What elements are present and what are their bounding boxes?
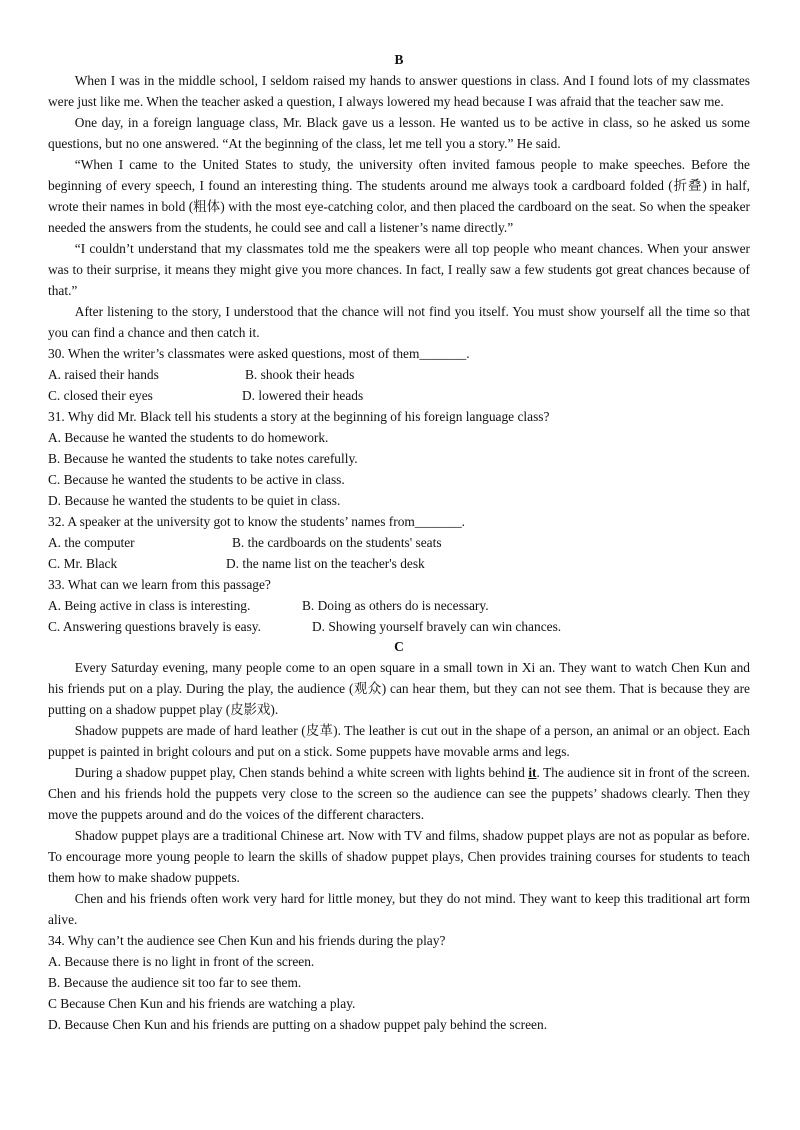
section-c-paragraph-2: Shadow puppets are made of hard leather (皮革). The leather is cut out in the shape of a person, an animal or an object. Each puppet is painted in bright colours and put on a stick. Some puppets have movable arms and legs. xyxy=(48,723,750,759)
section-c-paragraph-5: Chen and his friends often work very hard for little money, but they do not mind. They want to keep this traditional art form alive. xyxy=(48,891,750,927)
question-33-stem: 33. What can we learn from this passage? xyxy=(48,577,271,592)
question-33-options-row-1 xyxy=(48,595,750,616)
question-32-stem: 32. A speaker at the university got to know the students’ names from_______. xyxy=(48,514,466,529)
question-32-options-row-1 xyxy=(48,532,750,553)
question-34-stem: 34. Why can’t the audience see Chen Kun and his friends during the play? xyxy=(48,933,446,948)
section-c-paragraph-3-end: . The audience sit in front of the screen. Chen and his friends hold the puppets very close to the screen so the audience can see the puppets’ shadows clearly. Then they move the puppets around and do the voices of the different characters. xyxy=(48,765,750,822)
section-c-paragraph-4: Shadow puppet plays are a traditional Chinese art. Now with TV and films, shadow puppet plays are not as popular as before. To encourage more young people to learn the skills of shadow puppet plays, Chen provides training courses for students to teach them how to make shadow puppets. xyxy=(48,828,750,885)
question-33 xyxy=(48,574,750,637)
question-33-option-d: D. Showing yourself bravely can win chances. xyxy=(312,619,562,634)
section-b-paragraph-3: “When I came to the United States to study, the university often invited famous people to make speeches. Before the beginning of every speech, I found an interesting thing. The students around me always took a cardboard folded (折叠) in half, wrote their names in bold (粗体) with the most eye-catching color, and then placed the cardboard on the seat. So when the speaker needed the answers from the students, he could see and call a listener’s name directly.” xyxy=(48,157,750,235)
section-c-paragraph-1: Every Saturday evening, many people come to an open square in a small town in Xi an. They want to watch Chen Kun and his friends put on a play. During the play, the audience (观众) can hear them, but they can not see them. That is because they are putting on a shadow puppet play (皮影戏). xyxy=(48,660,750,717)
section-c-paragraph-3-start: During a shadow puppet play, Chen stands behind a white screen with lights behind xyxy=(74,765,529,780)
question-31-stem: 31. Why did Mr. Black tell his students a story at the beginning of his foreign language class? xyxy=(48,409,550,424)
question-30-option-b: B. shook their heads xyxy=(245,367,355,382)
question-34-option-d: D. Because Chen Kun and his friends are putting on a shadow puppet paly behind the screen. xyxy=(48,1017,548,1032)
question-30-option-d: D. lowered their heads xyxy=(242,388,364,403)
section-b xyxy=(48,50,750,637)
question-31-option-c: C. Because he wanted the students to be active in class. xyxy=(48,472,345,487)
question-32-option-b: B. the cardboards on the students' seats xyxy=(232,535,442,550)
question-31-option-a: A. Because he wanted the students to do homework. xyxy=(48,430,329,445)
question-34 xyxy=(48,930,750,1035)
section-b-paragraph-5: After listening to the story, I understood that the chance will not find you itself. You must show yourself all the time so that you can find a chance and then catch it. xyxy=(48,304,750,340)
question-33-option-c: C. Answering questions bravely is easy. xyxy=(48,619,261,634)
question-30-stem: 30. When the writer’s classmates were asked questions, most of them_______. xyxy=(48,346,470,361)
section-b-paragraph-4: “I couldn’t understand that my classmates told me the speakers were all top people who meant chances. When your answer was to their surprise, it means they might give you more chances. In fact, I really saw a few students got great chances because of that.” xyxy=(48,241,750,298)
section-b-heading: B xyxy=(394,52,404,67)
question-31 xyxy=(48,406,750,511)
section-c-heading: C xyxy=(394,639,404,654)
question-34-option-a: A. Because there is no light in front of the screen. xyxy=(48,954,315,969)
question-30 xyxy=(48,343,750,406)
question-32 xyxy=(48,511,750,574)
question-30-options-row-1 xyxy=(48,364,750,385)
question-33-options-row-2 xyxy=(48,616,750,637)
question-30-option-a: A. raised their hands xyxy=(48,367,159,382)
question-32-option-d: D. the name list on the teacher's desk xyxy=(226,556,425,571)
question-31-option-d: D. Because he wanted the students to be quiet in class. xyxy=(48,493,341,508)
section-c-paragraph-3 xyxy=(48,762,750,825)
question-34-option-b: B. Because the audience sit too far to see them. xyxy=(48,975,302,990)
question-32-options-row-2 xyxy=(48,553,750,574)
question-33-option-a: A. Being active in class is interesting. xyxy=(48,598,251,613)
section-b-paragraph-2: One day, in a foreign language class, Mr. Black gave us a lesson. He wanted us to be active in class, so he asked us some questions, but no one answered. “At the beginning of the class, let me tell you a story.” He said. xyxy=(48,115,750,151)
underlined-word-it: it xyxy=(528,765,537,780)
question-32-option-c: C. Mr. Black xyxy=(48,556,118,571)
question-30-options-row-2 xyxy=(48,385,750,406)
section-c xyxy=(48,637,750,1035)
question-34-option-c: C Because Chen Kun and his friends are watching a play. xyxy=(48,996,356,1011)
question-30-option-c: C. closed their eyes xyxy=(48,388,153,403)
section-b-paragraph-1: When I was in the middle school, I seldom raised my hands to answer questions in class. And I found lots of my classmates were just like me. When the teacher asked a question, I always lowered my head because I was afraid that the teacher saw me. xyxy=(48,73,750,109)
question-33-option-b: B. Doing as others do is necessary. xyxy=(302,598,489,613)
question-32-option-a: A. the computer xyxy=(48,535,135,550)
question-31-option-b: B. Because he wanted the students to take notes carefully. xyxy=(48,451,358,466)
